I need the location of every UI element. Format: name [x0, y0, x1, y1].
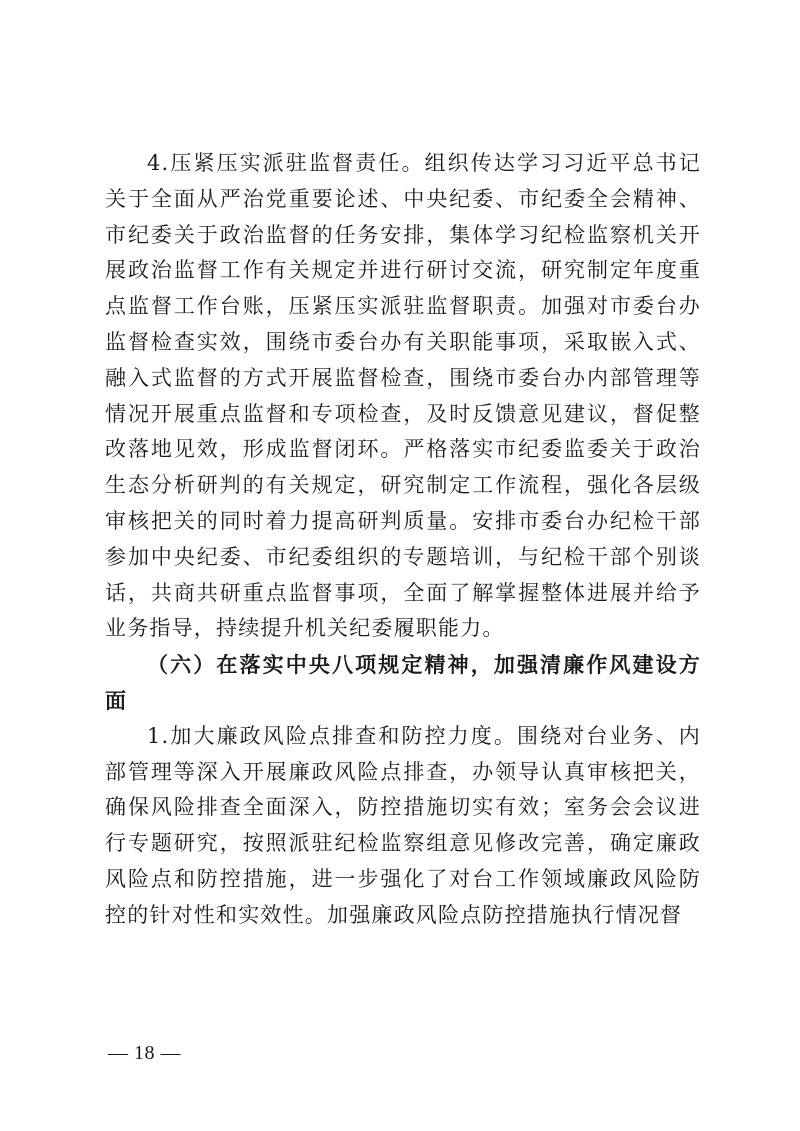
paragraph-supervision-duty: 4.压紧压实派驻监督责任。组织传达学习习近平总书记关于全面从严治党重要论述、中央纪委、市纪委全会精神、市纪委关于政治监督的任务安排，集体学习纪检监察机关开展政治监督工作有关规定并进行研讨交流，研究制定年度重点监督工作台账，压紧压实派驻监督职责。加强对市委台办监督检查实效，围绕市委台办有关职能事项，采取嵌入式、融入式监督的方式开展监督检查，围绕市委台办内部管理等情况开展重点监督和专项检查，及时反馈意见建议，督促整改落地见效，形成监督闭环。严格落实市纪委监委关于政治生态分析研判的有关规定，研究制定工作流程，强化各层级审核把关的同时着力提高研判质量。安排市委台办纪检干部参加中央纪委、市纪委组织的专题培训，与纪检干部个别谈话，共商共研重点监督事项，全面了解掌握整体进展并给予业务指导，持续提升机关纪委履职能力。 — [105, 151, 701, 641]
document-body — [105, 146, 701, 934]
page-number: — 18 — — [108, 1042, 181, 1064]
paragraph-integrity-risk: 1.加大廉政风险点排查和防控力度。围绕对台业务、内部管理等深入开展廉政风险点排查，办领导认真审核把关，确保风险排查全面深入，防控措施切实有效；室务会会议进行专题研究，按照派驻纪检监察组意见修改完善，确定廉政风险点和防控措施，进一步强化了对台工作领域廉政风险防控的针对性和实效性。加强廉政风险点防控措施执行情况督 — [105, 723, 701, 927]
section-heading-six: （六）在落实中央八项规定精神，加强清廉作风建设方面 — [105, 652, 701, 713]
